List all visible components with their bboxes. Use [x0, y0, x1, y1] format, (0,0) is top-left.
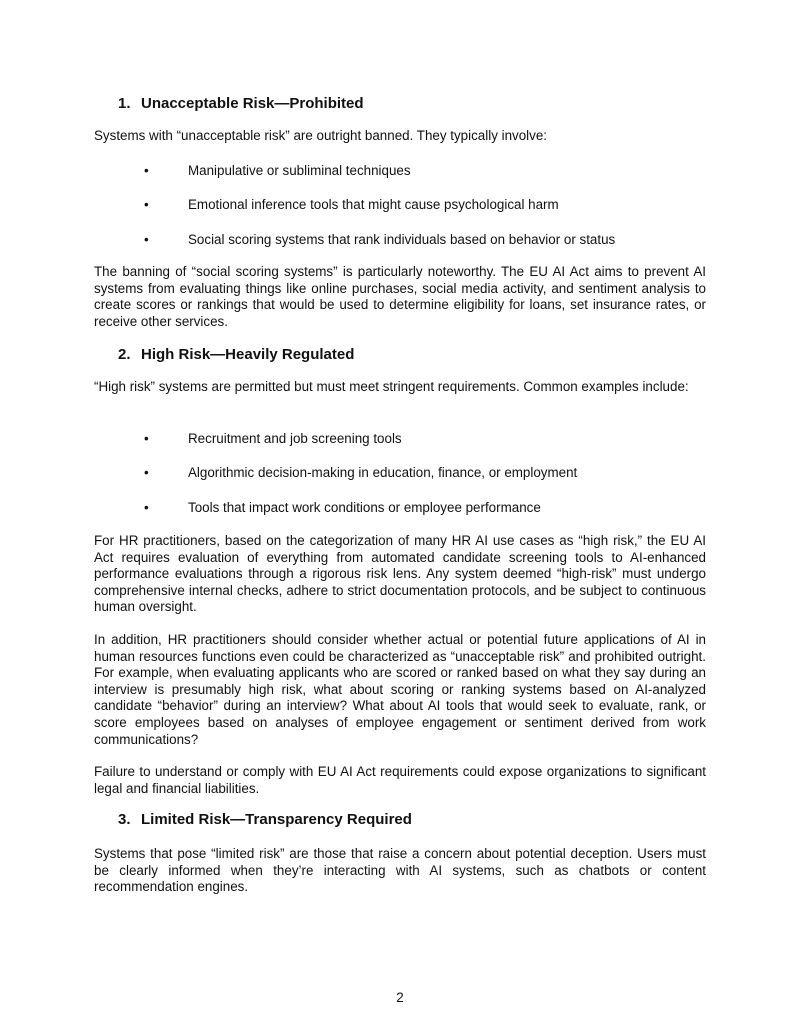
section-2-intro: “High risk” systems are permitted but must meet stringent requirements. Common examples include:: [94, 379, 689, 394]
bullet-icon: •: [144, 163, 149, 178]
bullet-text: Emotional inference tools that might cause psychological harm: [188, 197, 559, 212]
section-1-heading: [118, 95, 364, 113]
bullet-text: Tools that impact work conditions or employee performance: [188, 500, 541, 515]
section-3-title: Limited Risk—Transparency Required: [141, 811, 412, 828]
section-2-title: High Risk—Heavily Regulated: [141, 346, 355, 363]
section-1-number: 1.: [118, 95, 131, 112]
section-1-paragraph-1: The banning of “social scoring systems” is particularly noteworthy. The EU AI Act aims to prevent AI systems from evaluating things like online purchases, social media activity, and sentiment analysis to create scores or rankings that would be used to determine eligibility for loans, set insurance rates, or receive other services.: [94, 264, 706, 329]
section-2-paragraph-3: Failure to understand or comply with EU AI Act requirements could expose organizations to significant legal and financial liabilities.: [94, 764, 706, 796]
section-2-paragraph-2: In addition, HR practitioners should consider whether actual or potential future applications of AI in human resources functions even could be characterized as “unacceptable risk” and prohibited outright. For example, when evaluating applicants who are scored or ranked based on what they say during an interview is presumably high risk, what about scoring or ranking systems based on AI-analyzed candidate “behavior” during an interview? What about AI tools that would seek to evaluate, rank, or score employees based on analyses of employee engagement or sentiment derived from work communications?: [94, 632, 706, 747]
bullet-text: Recruitment and job screening tools: [188, 431, 402, 446]
section-3-intro: Systems that pose “limited risk” are those that raise a concern about potential deception. Users must be clearly informed when they’re interacting with AI systems, such as chatbots or content recommendation engines.: [94, 846, 706, 895]
bullet-icon: •: [144, 500, 149, 515]
bullet-icon: •: [144, 465, 149, 480]
section-1-intro: Systems with “unacceptable risk” are outright banned. They typically involve:: [94, 128, 548, 143]
bullet-icon: •: [144, 431, 149, 446]
page-number: 2: [396, 990, 404, 1005]
section-3-heading: [118, 811, 412, 829]
section-2-heading: [118, 346, 354, 364]
bullet-icon: •: [144, 197, 149, 212]
bullet-text: Algorithmic decision-making in education, finance, or employment: [188, 465, 578, 480]
document-page: [94, 0, 706, 1035]
section-2-number: 2.: [118, 346, 131, 363]
section-2-paragraph-1: For HR practitioners, based on the categorization of many HR AI use cases as “high risk,” the EU AI Act requires evaluation of everything from automated candidate screening tools to AI-enhanced performance evaluations through a rigorous risk lens. Any system deemed “high-risk” must undergo comprehensive internal checks, adhere to strict documentation protocols, and be subject to continuous human oversight.: [94, 533, 706, 615]
bullet-icon: •: [144, 232, 149, 247]
section-1-title: Unacceptable Risk—Prohibited: [141, 95, 364, 112]
bullet-text: Manipulative or subliminal techniques: [188, 163, 411, 178]
bullet-text: Social scoring systems that rank individuals based on behavior or status: [188, 232, 616, 247]
section-3-number: 3.: [118, 811, 131, 828]
